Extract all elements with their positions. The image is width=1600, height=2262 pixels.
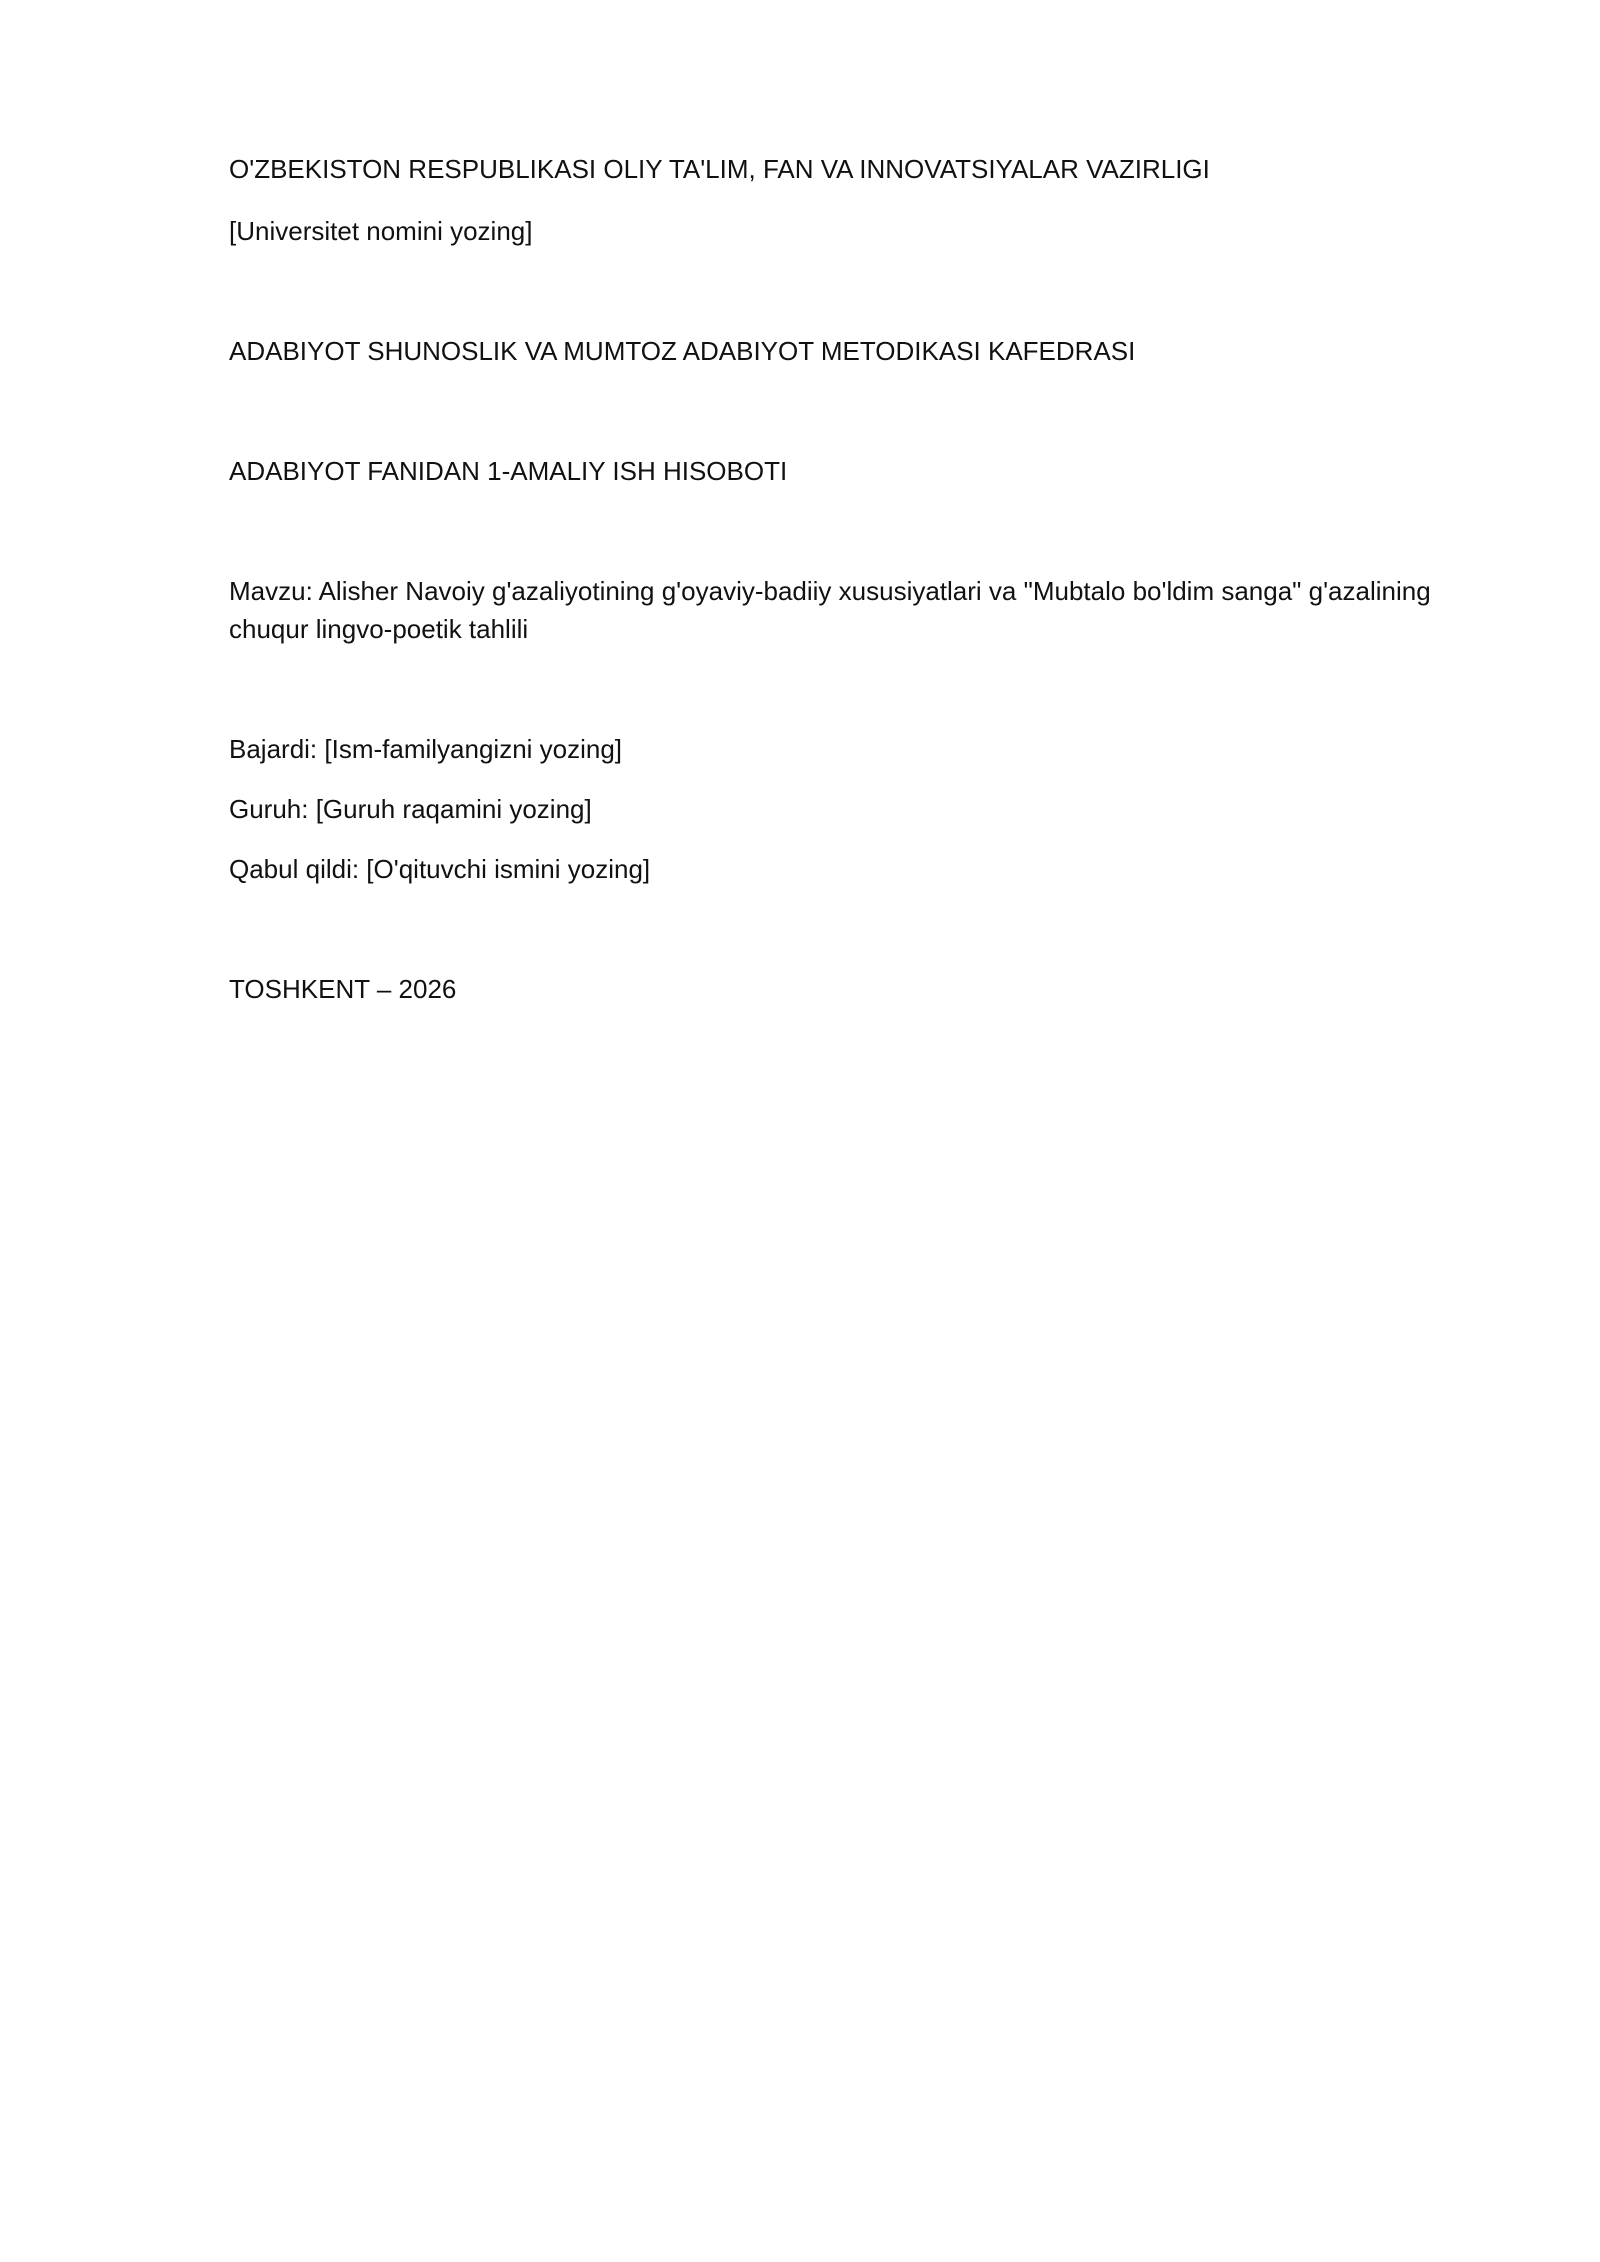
accepted-by: Qabul qildi: [O'qituvchi ismini yozing] [229, 854, 651, 884]
university-name: [Universitet nomini yozing] [229, 216, 533, 246]
topic-line-2: chuqur lingvo-poetik tahlili [229, 614, 529, 644]
report-title: ADABIYOT FANIDAN 1-AMALIY ISH HISOBOTI [229, 456, 788, 486]
city-year: TOSHKENT – 2026 [229, 974, 457, 1004]
topic-line-1: Mavzu: Alisher Navoiy g'azaliyotining g'oyaviy-badiiy xususiyatlari va "Mubtalo bo'ldim sanga" g'azalining [229, 576, 1431, 606]
ministry-heading: O'ZBEKISTON RESPUBLIKASI OLIY TA'LIM, FAN VA INNOVATSIYALAR VAZIRLIGI [229, 154, 1210, 184]
performed-by: Bajardi: [Ism-familyangizni yozing] [229, 734, 623, 764]
group-number: Guruh: [Guruh raqamini yozing] [229, 794, 592, 824]
department-name: ADABIYOT SHUNOSLIK VA MUMTOZ ADABIYOT METODIKASI KAFEDRASI [229, 336, 1136, 366]
